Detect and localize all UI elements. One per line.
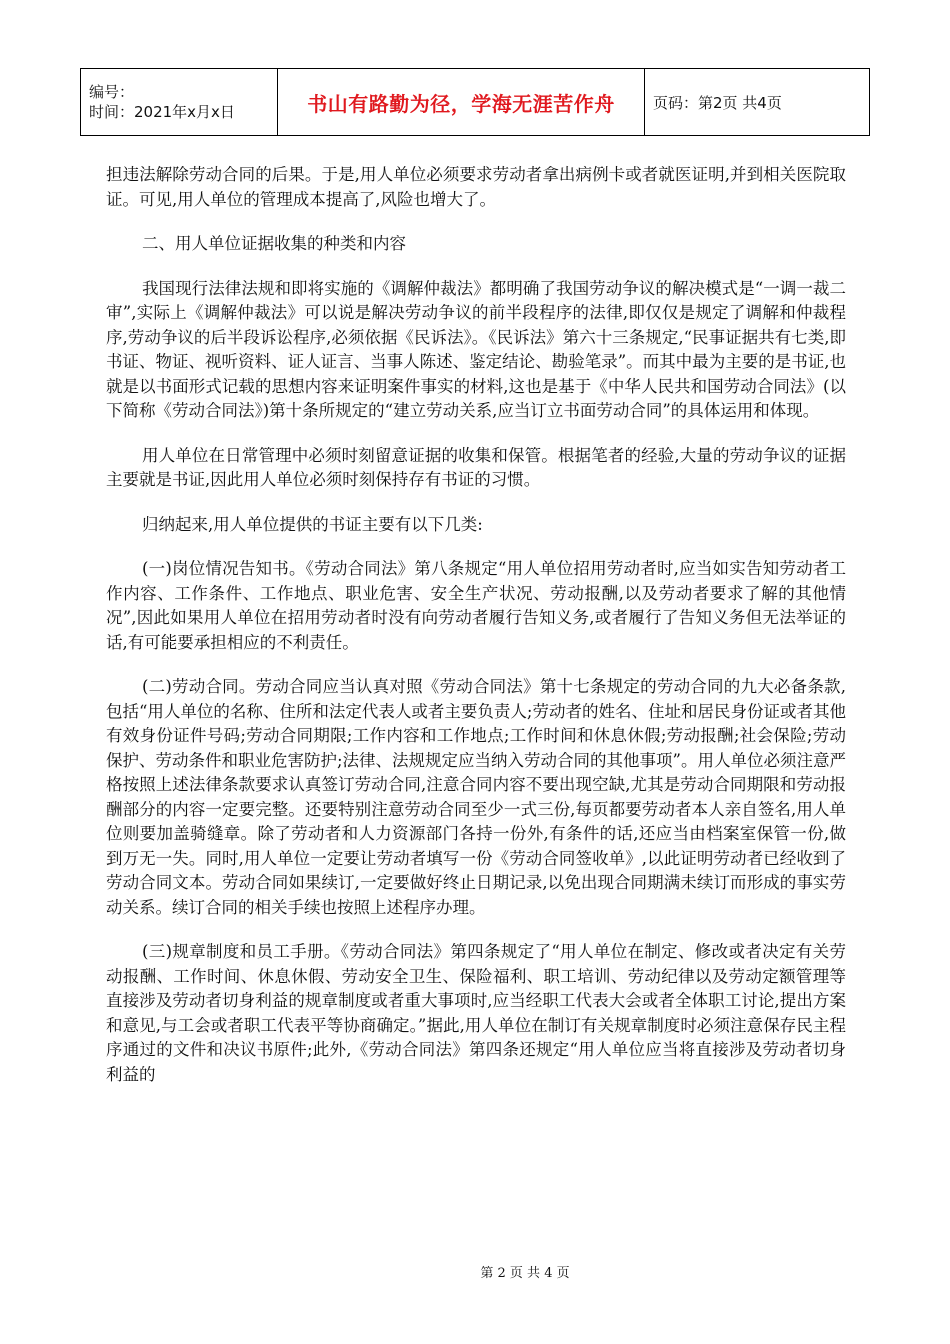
header-page-info: 页码：第2页 共4页 — [645, 69, 870, 136]
body-paragraph: (三)规章制度和员工手册。《劳动合同法》第四条规定了“用人单位在制定、修改或者决定有关劳动报酬、工作时间、休息休假、劳动安全卫生、保险福利、职工培训、劳动纪律以及劳动定额管理等直接涉及劳动者切身利益的规章制度或者重大事项时,应当经职工代表大会或者全体职工讨论,提出方案和意见,与工会或者职工代表平等协商确定。”据此,用人单位在制订有关规章制度时必须注意保存民主程序通过的文件和决议书原件;此外,《劳动合同法》第四条还规定“用人单位应当将直接涉及劳动者切身利益的 — [106, 942, 846, 1084]
body-paragraph: 担违法解除劳动合同的后果。于是,用人单位必须要求劳动者拿出病例卡或者就医证明,并到相关医院取证。可见,用人单位的管理成本提高了,风险也增大了。 — [106, 165, 846, 209]
body-paragraph: (一)岗位情况告知书。《劳动合同法》第八条规定“用人单位招用劳动者时,应当如实告知劳动者工作内容、工作条件、工作地点、职业危害、安全生产状况、劳动报酬,以及劳动者要求了解的其他情况”,因此如果用人单位在招用劳动者时没有向劳动者履行告知义务,或者履行了告知义务但无法举证的话,有可能要承担相应的不利责任。 — [106, 559, 846, 652]
header-motto: 书山有路勤为径，学海无涯苦作舟 — [278, 69, 645, 136]
body-paragraph: 归纳起来,用人单位提供的书证主要有以下几类: — [142, 514, 483, 534]
page-header — [80, 68, 870, 136]
body-paragraph: 我国现行法律法规和即将实施的《调解仲裁法》都明确了我国劳动争议的解决模式是“一调一裁二审”,实际上《调解仲裁法》可以说是解决劳动争议的前半段程序的法律,即仅仅是规定了调解和仲裁程序,劳动争议的后半段诉讼程序,必须依据《民诉法》。《民诉法》第六十三条规定,“民事证据共有七类,即书证、物证、视听资料、证人证言、当事人陈述、鉴定结论、勘验笔录”。而其中最为主要的是书证,也就是以书面形式记载的思想内容来证明案件事实的材料,这也是基于《中华人民共和国劳动合同法》(以下简称《劳动合同法》)第十条所规定的“建立劳动关系,应当订立书面劳动合同”的具体运用和体现。 — [106, 278, 846, 420]
document-number-label: 编号： — [89, 83, 135, 101]
header-meta — [81, 69, 278, 136]
document-date: 时间：2021年x月x日 — [89, 103, 235, 121]
document-body — [106, 163, 846, 1107]
body-paragraph: (二)劳动合同。劳动合同应当认真对照《劳动合同法》第十七条规定的劳动合同的九大必备条款,包括“用人单位的名称、住所和法定代表人或者主要负责人;劳动者的姓名、住址和居民身份证或者其他有效身份证件号码;劳动合同期限;工作内容和工作地点;工作时间和休息休假;劳动报酬;社会保险;劳动保护、劳动条件和职业危害防护;法律、法规规定应当纳入劳动合同的其他事项”。用人单位必须注意严格按照上述法律条款要求认真签订劳动合同,注意合同内容不要出现空缺,尤其是劳动合同期限和劳动报酬部分的内容一定要完整。还要特别注意劳动合同至少一式三份,每页都要劳动者本人亲自签名,用人单位则要加盖骑缝章。除了劳动者和人力资源部门各持一份外,有条件的话,还应当由档案室保管一份,做到万无一失。同时,用人单位一定要让劳动者填写一份《劳动合同签收单》,以此证明劳动者已经收到了劳动合同文本。劳动合同如果续订,一定要做好终止日期记录,以免出现合同期满未续订而形成的事实劳动关系。续订合同的相关手续也按照上述程序办理。 — [106, 677, 846, 917]
page-footer — [0, 1262, 950, 1281]
body-paragraph: 二、用人单位证据收集的种类和内容 — [142, 234, 406, 253]
body-paragraph: 用人单位在日常管理中必须时刻留意证据的收集和保管。根据笔者的经验,大量的劳动争议的证据主要就是书证,因此用人单位必须时刻保持存有书证的习惯。 — [106, 445, 846, 489]
footer-page-number: 第 2 页 共 4 页 — [480, 1266, 570, 1281]
